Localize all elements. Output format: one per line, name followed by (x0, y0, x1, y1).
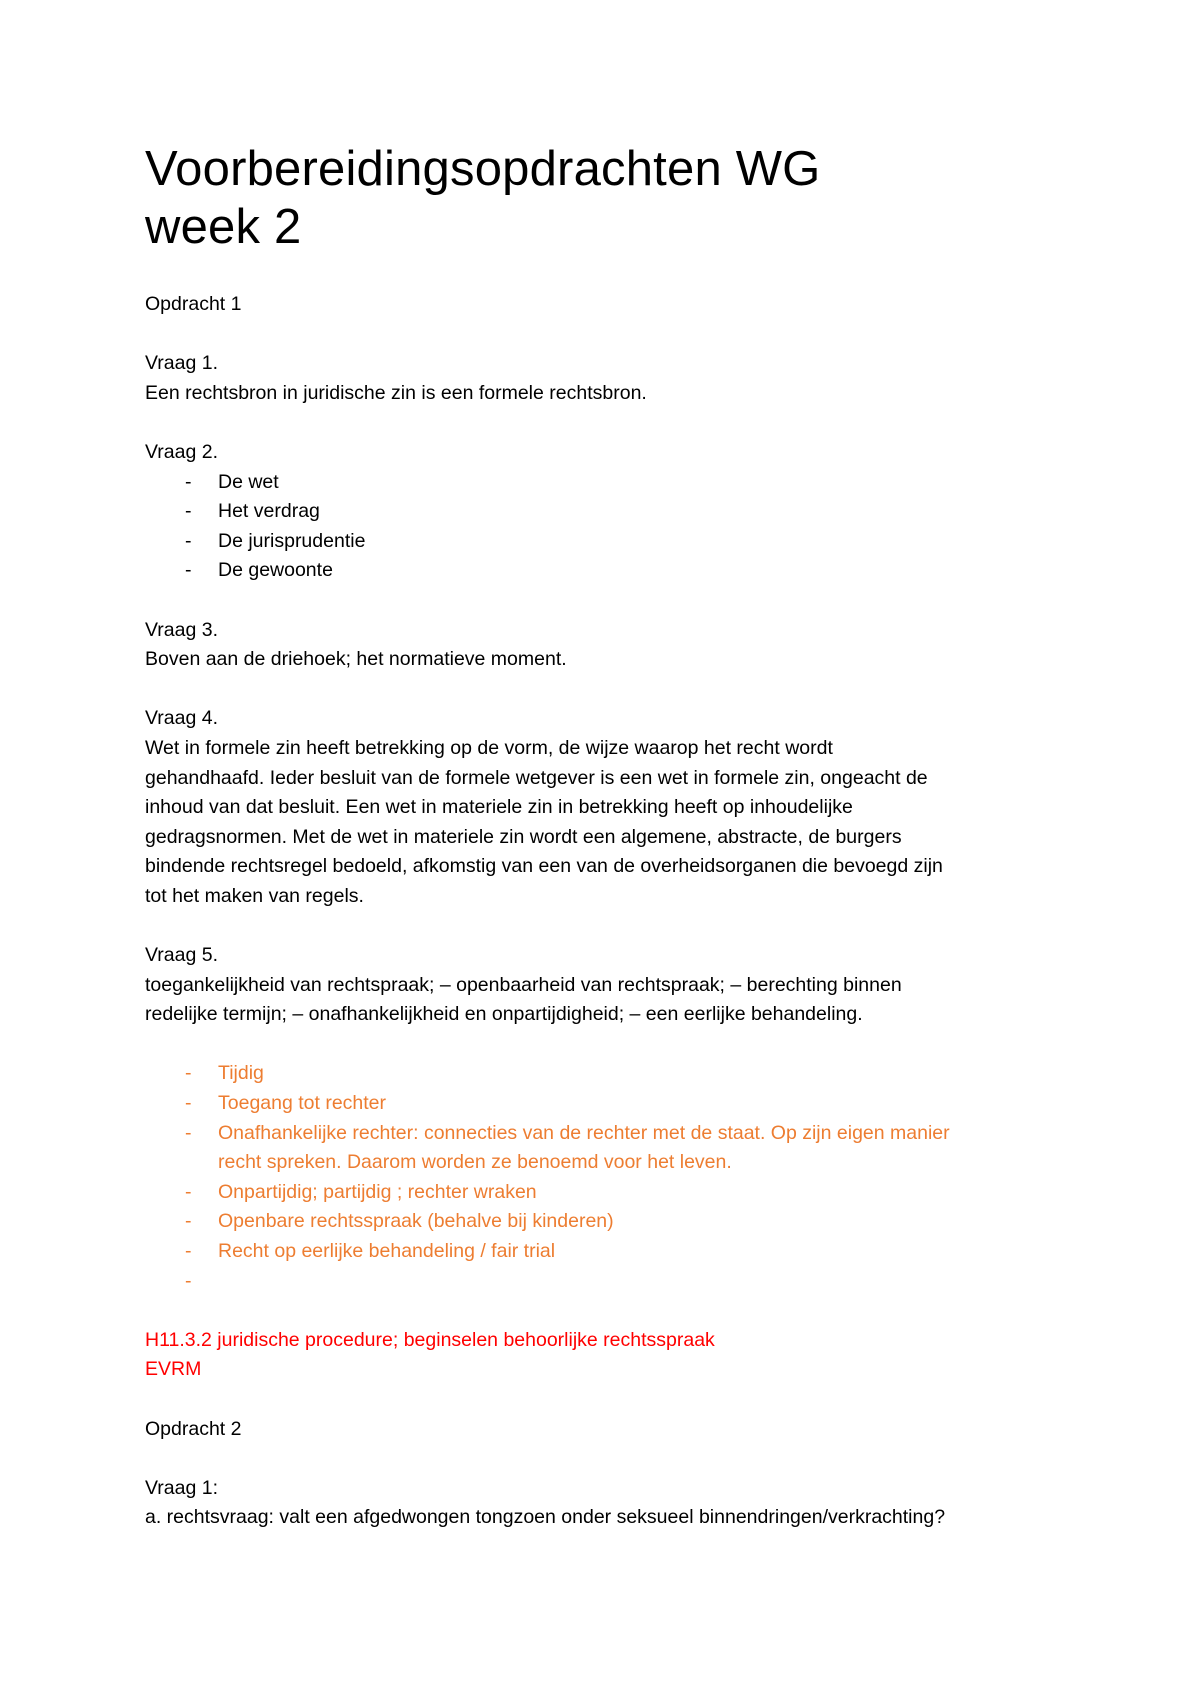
vraag-1-label: Vraag 1. (145, 352, 218, 375)
dash-bullet: - (185, 1210, 192, 1233)
red-note (145, 1326, 1075, 1385)
heading-opdracht-1: Opdracht 1 (145, 293, 242, 315)
list-item: - De gewoonte (145, 556, 1075, 586)
dash-bullet: - (185, 1240, 192, 1262)
dash-bullet: - (185, 470, 192, 493)
title-line-2: week 2 (145, 200, 302, 254)
vraag-2-label: Vraag 2. (145, 440, 218, 463)
heading-opdracht-2: Opdracht 2 (145, 1417, 242, 1440)
vraag-3-label: Vraag 3. (145, 618, 218, 641)
list-item: - Openbare rechtsspraak (behalve bij kinderen) (145, 1207, 1075, 1237)
vraag-5-label: Vraag 5. (145, 944, 218, 967)
dash-bullet: - (185, 1121, 192, 1144)
red-note-line-2: EVRM (145, 1358, 202, 1381)
dash-bullet: - (185, 1269, 192, 1292)
list-item: - Toegang tot rechter (145, 1089, 1075, 1119)
document-body (145, 290, 1075, 1533)
list-item: - Onpartijdig; partijdig ; rechter wraken (145, 1178, 1075, 1208)
dash-bullet: - (185, 1092, 192, 1115)
vraag-1b-answer: a. rechtsvraag: valt een afgedwongen tongzoen onder seksueel binnendringen/verkrachting? (145, 1506, 946, 1529)
document-title (145, 140, 1075, 256)
red-note-line-1: H11.3.2 juridische procedure; beginselen behoorlijke rechtsspraak (145, 1328, 715, 1351)
list-item: - De wet (145, 468, 1075, 498)
list-item: - De jurisprudentie (145, 527, 1075, 557)
dash-bullet: - (185, 1062, 192, 1085)
dash-bullet: - (185, 1180, 192, 1203)
list-item: - Recht op eerlijke behandeling / fair trial (145, 1237, 1075, 1267)
dash-bullet: - (185, 500, 192, 523)
dash-bullet: - (185, 529, 192, 552)
list-item: - Onafhankelijke rechter: connecties van de rechter met de staat. Op zijn eigen manier recht spreken. Daarom worden ze benoemd voor het leven. (145, 1119, 1075, 1178)
vraag-2-list (145, 468, 1075, 586)
vraag-1-answer: Een rechtsbron in juridische zin is een formele rechtsbron. (145, 381, 647, 404)
vraag-4-label: Vraag 4. (145, 707, 218, 730)
title-line-1: Voorbereidingsopdrachten WG (145, 142, 821, 196)
vraag-4-answer: Wet in formele zin heeft betrekking op de vorm, de wijze waarop het recht wordt gehandhaafd. Ieder besluit van de formele wetgever is een wet in formele zin, ongeacht de inhoud van dat besluit. Een wet in materiele zin in betrekking heeft op inhoudelijke gedragsnormen. Met de wet in materiele zin wordt een algemene, abstracte, de burgers bindende rechtsregel bedoeld, afkomstig van een van de overheidsorganen die bevoegd zijn tot het maken van regels. (145, 736, 943, 907)
vraag-1b-label: Vraag 1: (145, 1476, 218, 1499)
document-page (145, 140, 1075, 1533)
vraag-3-answer: Boven aan de driehoek; het normatieve moment. (145, 648, 567, 671)
list-item: - Het verdrag (145, 497, 1075, 527)
vraag-5-answer: toegankelijkheid van rechtspraak; – openbaarheid van rechtspraak; – berechting binnen redelijke termijn; – onafhankelijkheid en onpartijdigheid; – een eerlijke behandeling. (145, 973, 902, 1026)
list-item (145, 1267, 1075, 1297)
list-item: - Tijdig (145, 1059, 1075, 1089)
dash-bullet: - (185, 559, 192, 582)
vraag-5-notes-list (145, 1059, 1075, 1296)
